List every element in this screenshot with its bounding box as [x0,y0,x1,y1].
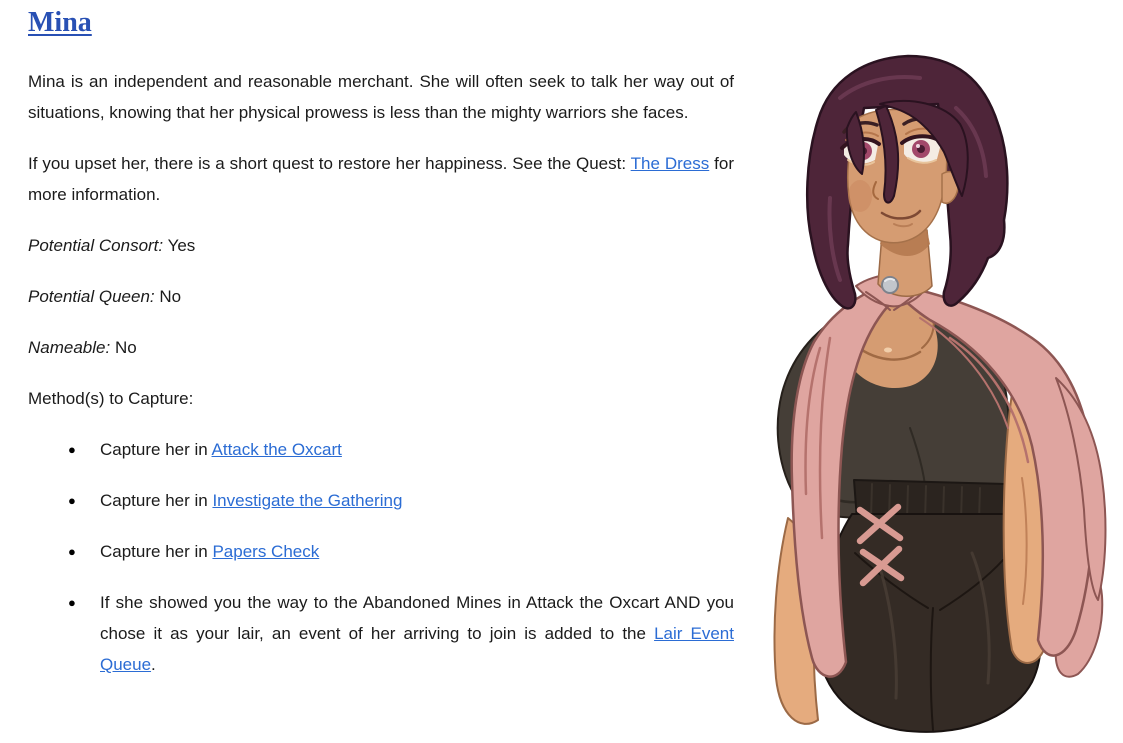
capture-text-pre: Capture her in [100,440,212,459]
capture-item [28,485,734,516]
link-papers-check[interactable]: Papers Check [212,542,320,561]
attribute-value: No [159,287,182,306]
capture-list [28,434,734,680]
link-lair-event-queue[interactable]: Lair Event Queue [100,624,734,674]
link-investigate-the-gathering[interactable]: Investigate the Gathering [212,491,403,510]
capture-heading: Method(s) to Capture: [28,389,194,408]
attribute-row-nameable [28,332,734,363]
attribute-value: Yes [167,236,196,255]
attribute-label: Potential Queen: [28,287,155,306]
bullet-icon: ● [68,544,76,559]
bullet-icon: ● [68,595,76,610]
intro-paragraph [28,66,734,128]
intro-text: Mina is an independent and reasonable merchant. She will often seek to talk her way out of situations, knowing that her physical prowess is less than the mighty warriors she faces. [28,72,734,122]
link-attack-the-oxcart[interactable]: Attack the Oxcart [211,440,342,459]
quest-paragraph [28,148,734,210]
cape-clasp-button [882,277,898,293]
page-title [28,6,734,40]
quest-text-post: for more information. [28,154,734,204]
link-the-dress[interactable]: The Dress [630,154,710,173]
page-title-text: Mina [28,7,92,38]
capture-text-pre: Capture her in [100,491,213,510]
capture-item [28,536,734,567]
attribute-row-consort [28,230,734,261]
capture-item [28,587,734,680]
capture-text-pre: If she showed you the way to the Abandoned Mines in Attack the Oxcart AND you chose it as your lair, an event of her arriving to join is added to the [100,593,734,643]
attribute-label: Potential Consort: [28,236,164,255]
capture-item [28,434,734,465]
quest-text-pre: If you upset her, there is a short quest to restore her happiness. See the Quest: [28,154,631,173]
capture-text-pre: Capture her in [100,542,213,561]
character-illustration [760,48,1110,740]
attribute-label: Nameable: [28,338,111,357]
bullet-icon: ● [68,442,76,457]
attribute-row-queen [28,281,734,312]
document-body [28,6,734,700]
attribute-value: No [114,338,137,357]
bullet-icon: ● [68,493,76,508]
capture-text-post: . [151,655,156,674]
